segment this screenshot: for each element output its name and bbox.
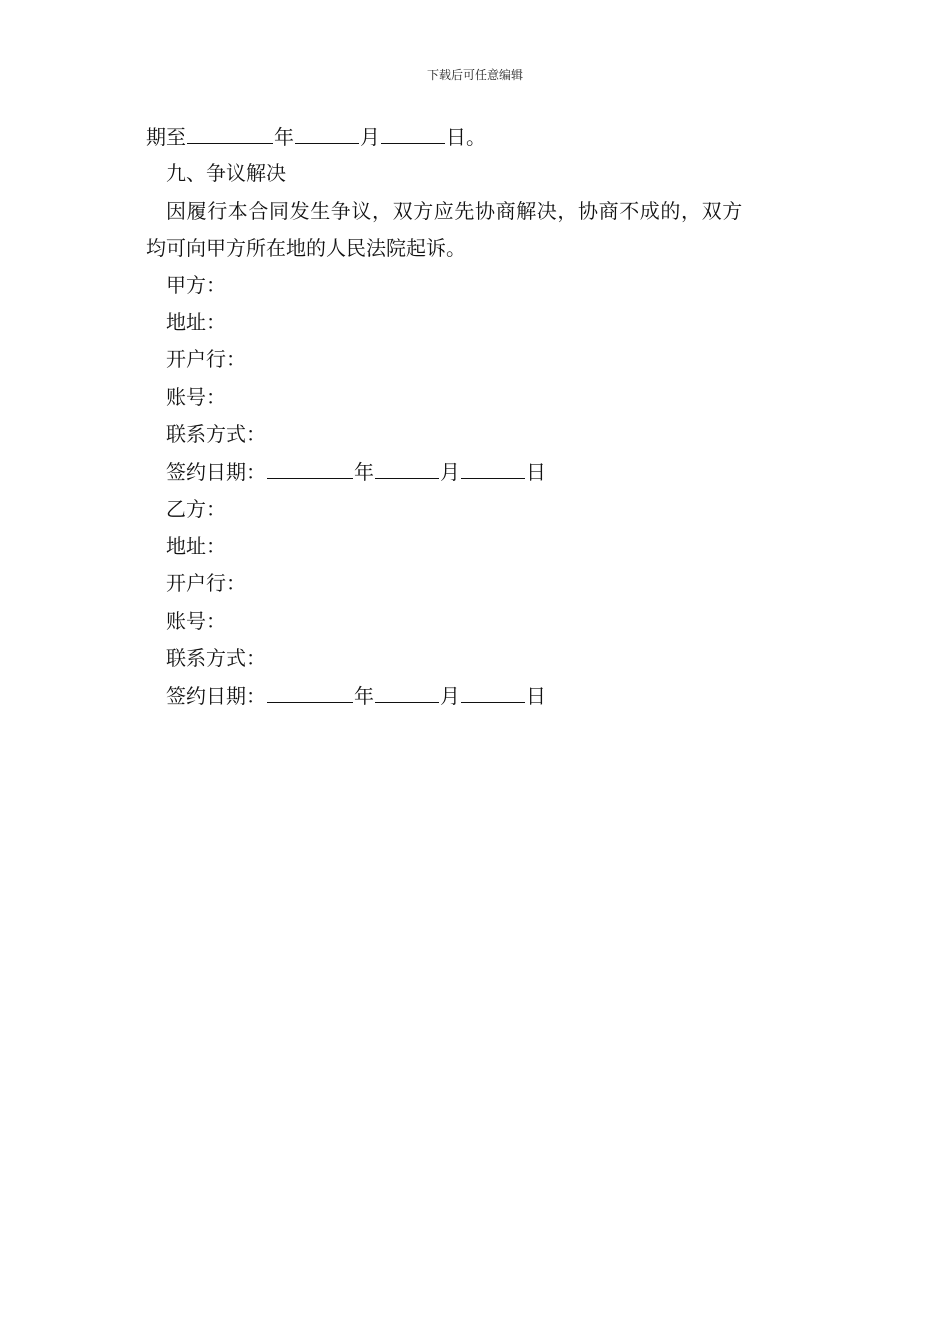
party-b-month-blank[interactable]	[375, 680, 439, 703]
party-b-year-label: 年	[354, 684, 374, 708]
party-b-day-blank[interactable]	[461, 680, 525, 703]
party-a-label: 甲方：	[166, 273, 226, 297]
month-blank[interactable]	[295, 121, 359, 144]
party-b-contact: 联系方式：	[166, 646, 266, 670]
party-a-account: 账号：	[166, 385, 226, 409]
party-a-sign-date-line	[166, 456, 546, 486]
party-a-bank: 开户行：	[166, 347, 246, 371]
party-a-year-label: 年	[354, 460, 374, 484]
party-a-sign-date-label: 签约日期：	[166, 460, 266, 484]
party-b-month-label: 月	[440, 684, 460, 708]
page-header: 下载后可任意编辑	[426, 68, 523, 82]
party-b-address: 地址：	[166, 534, 226, 558]
year-label: 年	[274, 125, 294, 149]
section-9-title: 九、争议解决	[166, 161, 286, 185]
party-b-label: 乙方：	[166, 497, 226, 521]
party-a-contact: 联系方式：	[166, 422, 266, 446]
party-b-account: 账号：	[166, 609, 226, 633]
term-end-line	[146, 121, 486, 151]
term-end-prefix: 期至	[146, 125, 186, 149]
party-a-year-blank[interactable]	[267, 456, 353, 479]
month-label: 月	[360, 125, 380, 149]
party-b-bank: 开户行：	[166, 571, 246, 595]
party-b-year-blank[interactable]	[267, 680, 353, 703]
party-a-day-blank[interactable]	[461, 456, 525, 479]
year-blank[interactable]	[187, 121, 273, 144]
party-a-address: 地址：	[166, 310, 226, 334]
dispute-text-line-2: 均可向甲方所在地的人民法院起诉。	[146, 236, 466, 260]
party-a-day-label: 日	[526, 460, 546, 484]
dispute-text-line-1: 因履行本合同发生争议，双方应先协商解决，协商不成的，双方	[166, 199, 743, 223]
day-label: 日。	[446, 125, 486, 149]
party-b-sign-date-line	[166, 680, 546, 710]
party-a-month-blank[interactable]	[375, 456, 439, 479]
party-a-month-label: 月	[440, 460, 460, 484]
party-b-day-label: 日	[526, 684, 546, 708]
day-blank[interactable]	[381, 121, 445, 144]
party-b-sign-date-label: 签约日期：	[166, 684, 266, 708]
